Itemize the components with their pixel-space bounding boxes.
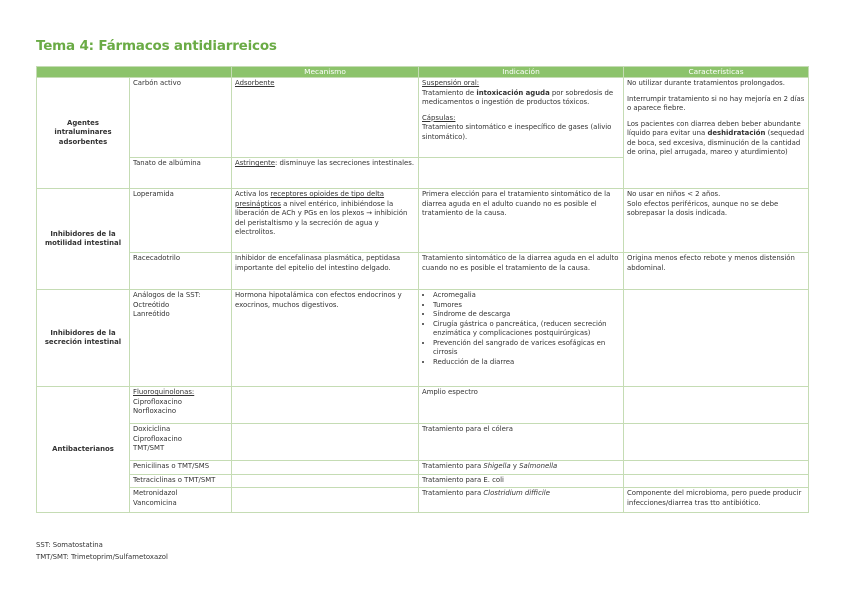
caracteristicas-cell [624, 474, 809, 488]
ind-susp-post: por sobredosis de medicamentos o ingestión de productos tóxicos. [422, 88, 614, 107]
indicacion-cell [419, 488, 624, 513]
drug-cell: Loperamida [130, 189, 232, 253]
caracteristicas-cell [624, 424, 809, 461]
car-3-pre: Los pacientes con diarrea deben beber abundante líquido para evitar una [627, 119, 801, 138]
drug-cell: Carbón activo [130, 78, 232, 158]
list-item: • Prevención del sangrado de varices esofágicas en cirrosis [433, 339, 620, 358]
car-3-bold: deshidratación [707, 129, 766, 138]
table-row [37, 253, 809, 290]
indicacion-cell [419, 158, 624, 189]
group-motilidad: Inhibidores de la motilidad intestinal [37, 189, 130, 290]
ind-susp-title: Suspensión oral: [422, 79, 480, 88]
list-item: • Acromegalia [433, 291, 620, 301]
indication-list [422, 291, 620, 367]
mec-text: : disminuye las secreciones intestinales. [275, 159, 415, 168]
mec-u: Astringente [235, 159, 276, 168]
ind-pre: Tratamiento para [422, 462, 484, 471]
mecanismo-cell [232, 158, 419, 189]
drug-line: Fluoroquinolonas: [133, 388, 195, 397]
caracteristicas-cell [624, 461, 809, 475]
table-row [37, 461, 809, 475]
page-title: Tema 4: Fármacos antidiarreicos [36, 38, 277, 54]
header-mecanismo: Mecanismo [232, 67, 419, 78]
mecanismo-cell: Hormona hipotalámica con efectos endocrinos y exocrinos, muchos digestivos. [232, 290, 419, 387]
ind-mid: y [510, 462, 520, 471]
footnote-sst: SST: Somatostatina [36, 541, 103, 549]
drug-line: Metronidazol [133, 489, 178, 498]
ind-italic: Shigella [483, 462, 511, 471]
header-indicacion: Indicación [419, 67, 624, 78]
car-text: Interrumpir tratamiento si no hay mejoría en 2 días o aparece fiebre. [627, 94, 805, 113]
table-row [37, 474, 809, 488]
mecanismo-cell [232, 424, 419, 461]
table-row [37, 290, 809, 387]
drug-cell [130, 290, 232, 387]
indicacion-cell: Primera elección para el tratamiento sintomático de la diarrea aguda en el adulto cuando no es posible el tratamiento de la causa. [419, 189, 624, 253]
header-caracteristicas: Características [624, 67, 809, 78]
caracteristicas-cell: Componente del microbioma, pero puede producir infecciones/diarrea tras tto antibiótico. [624, 488, 809, 513]
mecanismo-cell: Inhibidor de encefalinasa plasmática, peptidasa importante del epitelio del intestino delgado. [232, 253, 419, 290]
ind-caps-title: Cápsulas: [422, 113, 456, 122]
car-text: Solo efectos periféricos, aunque no se debe sobrepasar la dosis indicada. [627, 199, 779, 218]
mecanismo-cell [232, 387, 419, 424]
footnote-tmt: TMT/SMT: Trimetoprim/Sulfametoxazol [36, 553, 168, 561]
mecanismo-text: Adsorbente [235, 79, 275, 88]
ind-italic: Clostridium difficile [483, 489, 550, 498]
group-adsorbentes: Agentes intraluminares adsorbentes [37, 78, 130, 189]
list-item: • Cirugía gástrica o pancreática, (reducen secreción enzimática y complicaciones postquirúrgicas) [433, 320, 620, 339]
drug-line: Análogos de la SST: [133, 291, 201, 300]
indicacion-cell: Tratamiento para el cólera [419, 424, 624, 461]
indicacion-cell: Tratamiento para E. coli [419, 474, 624, 488]
drug-line: Octreótido [133, 300, 170, 309]
indicacion-cell: Amplio espectro [419, 387, 624, 424]
indicacion-cell [419, 78, 624, 158]
mecanismo-cell [232, 461, 419, 475]
caracteristicas-cell: Origina menos efecto rebote y menos distensión abdominal. [624, 253, 809, 290]
header-blank [37, 67, 232, 78]
caracteristicas-cell [624, 290, 809, 387]
group-secrecion: Inhibidores de la secreción intestinal [37, 290, 130, 387]
ind-italic: Salmonella [519, 462, 558, 471]
ind-pre: Tratamiento para [422, 489, 484, 498]
list-item: • Reducción de la diarrea [433, 358, 620, 368]
mecanismo-cell [232, 488, 419, 513]
drug-line: Doxiciclina [133, 425, 171, 434]
drug-line: TMT/SMT [133, 444, 165, 453]
mec-post: a nivel entérico, inhibiéndose la liberación de ACh y PGs en los plexos → inhibición del peristaltismo y la secreción de agua y electrolitos. [235, 199, 408, 237]
caracteristicas-cell [624, 78, 809, 189]
drug-line: Ciprofloxacino [133, 434, 182, 443]
group-antibacterianos: Antibacterianos [37, 387, 130, 513]
drug-cell: Tetraciclinas o TMT/SMT [130, 474, 232, 488]
car-3-post: (sequedad de boca, sed excesiva, disminución de la cantidad de orina, piel arrugada, mareo y aturdimiento) [627, 129, 805, 157]
table-row [37, 387, 809, 424]
car-text: No utilizar durante tratamientos prolongados. [627, 79, 785, 88]
caracteristicas-cell [624, 387, 809, 424]
drug-table [36, 66, 809, 513]
mec-u: receptores opioides de tipo delta presinápticos [235, 190, 385, 208]
drug-cell: Tanato de albúmina [130, 158, 232, 189]
list-item: • Tumores [433, 301, 620, 311]
drug-cell: Penicilinas o TMT/SMS [130, 461, 232, 475]
mecanismo-cell [232, 78, 419, 158]
drug-cell [130, 488, 232, 513]
mecanismo-cell [232, 189, 419, 253]
caracteristicas-cell [624, 189, 809, 253]
indicacion-cell [419, 461, 624, 475]
ind-caps-text: Tratamiento sintomático e inespecífico de gases (alivio sintomático). [422, 123, 612, 141]
table-row [37, 189, 809, 253]
drug-cell [130, 424, 232, 461]
mec-pre: Activa los [235, 190, 271, 199]
ind-susp-pre: Tratamiento de [422, 88, 477, 97]
ind-susp-bold: intoxicación aguda [476, 88, 550, 97]
indicacion-cell: Tratamiento sintomático de la diarrea aguda en el adulto cuando no es posible el tratamiento de la causa. [419, 253, 624, 290]
drug-line: Norfloxacino [133, 407, 177, 416]
list-item: • Síndrome de descarga [433, 310, 620, 320]
car-text: No usar en niños < 2 años. [627, 190, 721, 199]
drug-cell [130, 387, 232, 424]
drug-line: Ciprofloxacino [133, 397, 182, 406]
table-row [37, 424, 809, 461]
table-row [37, 78, 809, 158]
drug-line: Lanreótido [133, 310, 170, 319]
drug-line: Vancomicina [133, 498, 177, 507]
table-row [37, 488, 809, 513]
drug-cell: Racecadotrilo [130, 253, 232, 290]
mecanismo-cell [232, 474, 419, 488]
table-header-row [37, 67, 809, 78]
indicacion-cell [419, 290, 624, 387]
